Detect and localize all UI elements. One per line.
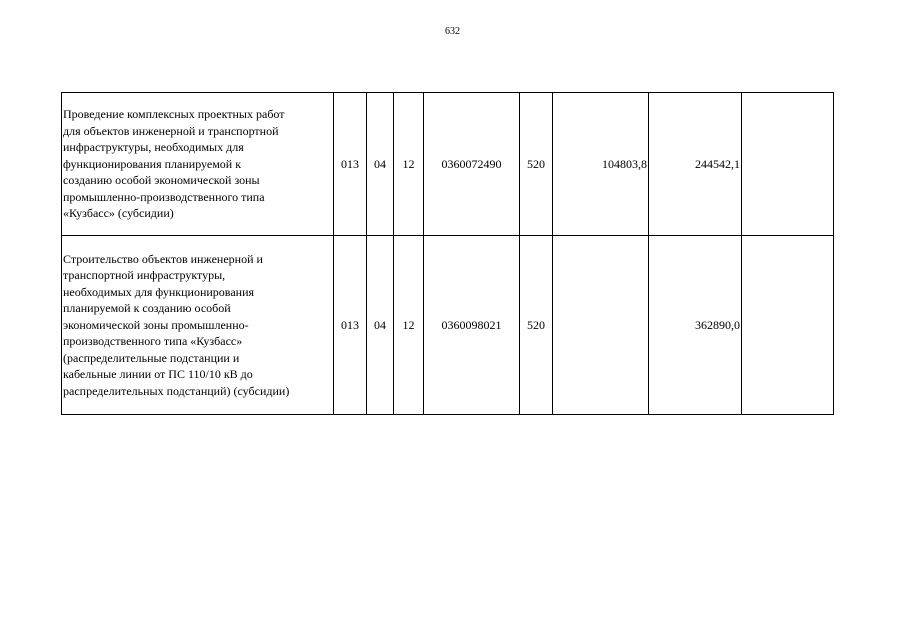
section-code-cell: 04 [367, 236, 394, 415]
expense-name-line: распределительных подстанций) (субсидии) [63, 383, 290, 398]
amount-3-cell [742, 236, 834, 415]
subsection-code-cell: 12 [394, 93, 424, 236]
table-row [62, 93, 834, 236]
expense-name-line: «Кузбасс» (субсидии) [63, 206, 174, 221]
expense-name-line: транспортной инфраструктуры, [63, 268, 226, 283]
expense-name-line: кабельные линии от ПС 110/10 кВ до [63, 367, 253, 382]
expense-name-line: производственного типа «Кузбасс» [63, 334, 243, 349]
amount-2-cell: 244542,1 [649, 93, 742, 236]
target-article-cell: 0360072490 [424, 93, 520, 236]
expense-name-line: планируемой к созданию особой [63, 301, 231, 316]
budget-table [61, 92, 834, 415]
expense-name-line: Строительство объектов инженерной и [63, 251, 263, 266]
expense-type-cell: 520 [520, 93, 553, 236]
subsection-code-cell: 12 [394, 236, 424, 415]
expense-name-line: созданию особой экономической зоны [63, 173, 260, 188]
target-article-cell: 0360098021 [424, 236, 520, 415]
expense-name-cell [62, 93, 334, 236]
expense-name-cell [62, 236, 334, 415]
expense-name-line: необходимых для функционирования [63, 284, 255, 299]
expense-name-line: для объектов инженерной и транспортной [63, 123, 279, 138]
expense-name-line: Проведение комплексных проектных работ [63, 107, 285, 122]
amount-1-cell: 104803,8 [553, 93, 649, 236]
expense-type-cell: 520 [520, 236, 553, 415]
ministry-code-cell: 013 [334, 236, 367, 415]
ministry-code-cell: 013 [334, 93, 367, 236]
table-row [62, 236, 834, 415]
expense-name-line: (распределительные подстанции и [63, 350, 240, 365]
amount-2-cell: 362890,0 [649, 236, 742, 415]
expense-name-line: инфраструктуры, необходимых для [63, 140, 244, 155]
section-code-cell: 04 [367, 93, 394, 236]
expense-name-line: экономической зоны промышленно- [63, 317, 249, 332]
amount-1-cell [553, 236, 649, 415]
expense-name-line: функционирования планируемой к [63, 156, 242, 171]
expense-name-line: промышленно-производственного типа [63, 189, 265, 204]
amount-3-cell [742, 93, 834, 236]
page-number: 632 [445, 26, 460, 37]
